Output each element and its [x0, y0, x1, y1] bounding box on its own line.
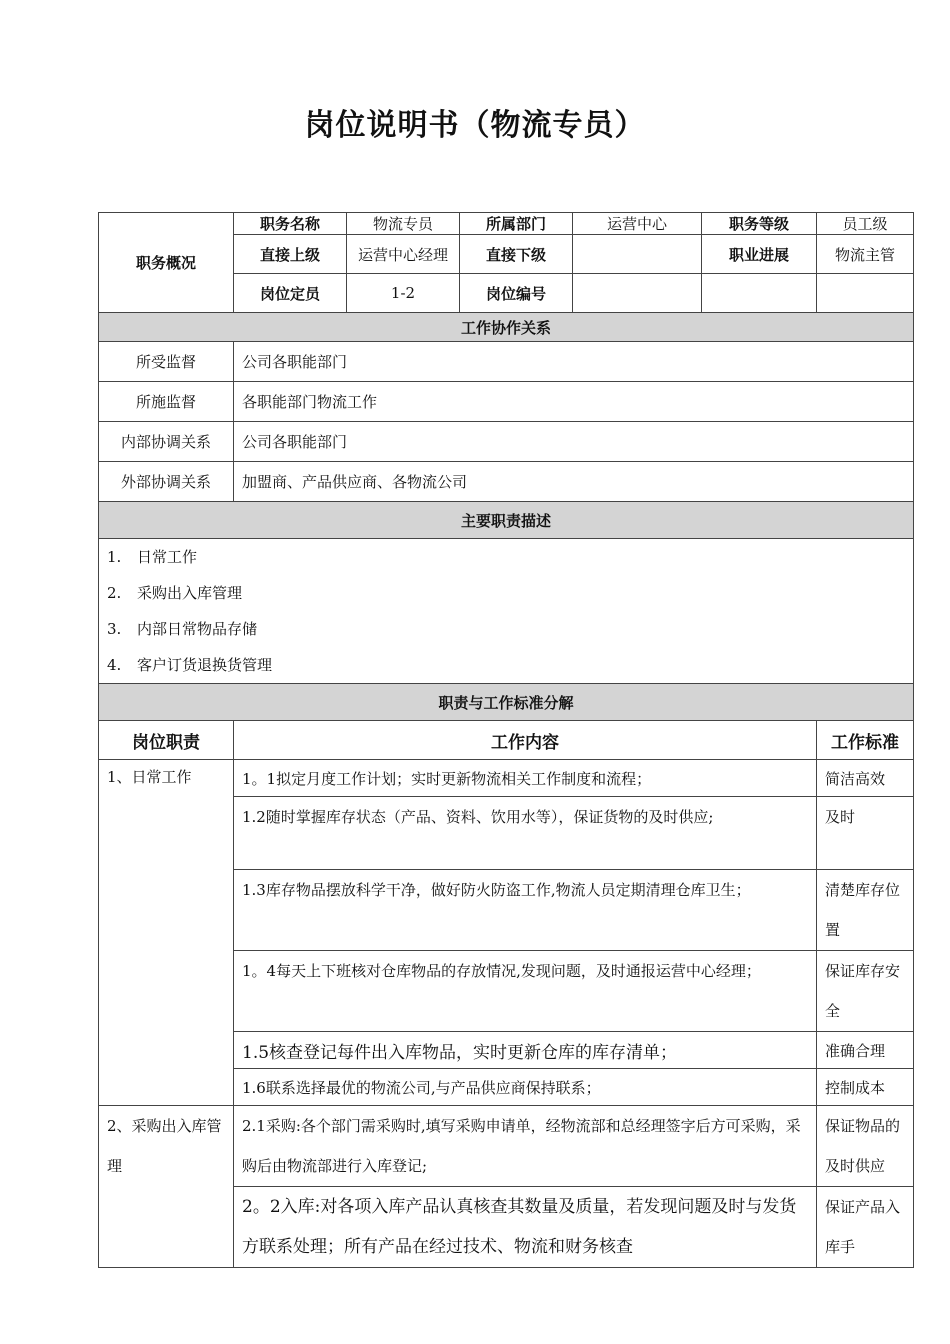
main-duties-list	[99, 539, 914, 684]
column-header-content: 工作内容	[234, 721, 817, 760]
standard-cell: 清楚库存位置	[817, 870, 914, 951]
content-cell: 1.3库存物品摆放科学干净，做好防火防盗工作,物流人员定期清理仓库卫生；	[234, 870, 817, 951]
standard-cell: 保证产品入库手	[817, 1187, 914, 1268]
field-label: 职业进展	[702, 235, 817, 274]
column-header-duty: 岗位职责	[99, 721, 234, 760]
standard-cell: 及时	[817, 797, 914, 870]
duty-cell: 2、采购出入库管理	[99, 1106, 234, 1268]
column-header-standard: 工作标准	[817, 721, 914, 760]
main-duties-header-row	[99, 502, 914, 539]
breakdown-header-row	[99, 684, 914, 721]
list-item: 1. 日常工作	[107, 548, 198, 566]
content-cell: 1.5核查登记每件出入库物品，实时更新仓库的库存清单；	[234, 1032, 817, 1069]
relation-value: 公司各职能部门	[234, 422, 914, 462]
field-label: 直接下级	[460, 235, 573, 274]
relation-label: 所受监督	[99, 342, 234, 382]
job-description-table	[98, 212, 914, 1268]
relation-label: 所施监督	[99, 382, 234, 422]
field-label: 所属部门	[460, 213, 573, 235]
cooperation-row	[99, 342, 914, 382]
page-title: 岗位说明书（物流专员）	[304, 108, 646, 143]
field-label	[702, 274, 817, 313]
field-label: 岗位编号	[460, 274, 573, 313]
field-label: 职务名称	[234, 213, 347, 235]
relation-label: 内部协调关系	[99, 422, 234, 462]
field-value: 运营中心经理	[347, 235, 460, 274]
field-value: 员工级	[817, 213, 914, 235]
list-item: 4. 客户订货退换货管理	[107, 656, 273, 674]
list-item: 2. 采购出入库管理	[107, 584, 243, 602]
cooperation-header-row	[99, 313, 914, 342]
content-cell: 2。2入库:对各项入库产品认真核查其数量及质量，若发现问题及时与发货方联系处理；所有产品在经过技术、物流和财务核查	[234, 1187, 817, 1268]
cooperation-row	[99, 422, 914, 462]
section-header: 职责与工作标准分解	[99, 684, 914, 721]
relation-value: 公司各职能部门	[234, 342, 914, 382]
content-cell: 1。4每天上下班核对仓库物品的存放情况,发现问题，及时通报运营中心经理；	[234, 951, 817, 1032]
content-cell: 1.6联系选择最优的物流公司,与产品供应商保持联系；	[234, 1069, 817, 1106]
standard-cell: 控制成本	[817, 1069, 914, 1106]
overview-section-label: 职务概况	[99, 213, 234, 313]
field-value	[817, 274, 914, 313]
standard-cell: 保证库存安全	[817, 951, 914, 1032]
standard-cell: 保证物品的及时供应	[817, 1106, 914, 1187]
overview-row-1	[99, 213, 914, 235]
content-cell: 1。1拟定月度工作计划；实时更新物流相关工作制度和流程；	[234, 760, 817, 797]
field-label: 直接上级	[234, 235, 347, 274]
breakdown-column-headers	[99, 721, 914, 760]
field-label: 职务等级	[702, 213, 817, 235]
field-value	[573, 235, 702, 274]
standard-cell: 简洁高效	[817, 760, 914, 797]
content-cell: 1.2随时掌握库存状态（产品、资料、饮用水等），保证货物的及时供应;	[234, 797, 817, 870]
list-item: 3. 内部日常物品存储	[107, 620, 258, 638]
cooperation-row	[99, 382, 914, 422]
field-value: 运营中心	[573, 213, 702, 235]
field-label: 岗位定员	[234, 274, 347, 313]
relation-label: 外部协调关系	[99, 462, 234, 502]
relation-value: 各职能部门物流工作	[234, 382, 914, 422]
main-duties-list-row	[99, 539, 914, 684]
content-cell: 2.1采购:各个部门需采购时,填写采购申请单，经物流部和总经理签字后方可采购，采购后由物流部进行入库登记;	[234, 1106, 817, 1187]
field-value: 物流主管	[817, 235, 914, 274]
table-row	[99, 1106, 914, 1187]
duty-cell: 1、日常工作	[99, 760, 234, 1106]
field-value	[573, 274, 702, 313]
field-value: 物流专员	[347, 213, 460, 235]
field-value: 1-2	[347, 274, 460, 313]
table-row	[99, 760, 914, 797]
section-header: 主要职责描述	[99, 502, 914, 539]
section-header: 工作协作关系	[99, 313, 914, 342]
standard-cell: 准确合理	[817, 1032, 914, 1069]
cooperation-row	[99, 462, 914, 502]
relation-value: 加盟商、产品供应商、各物流公司	[234, 462, 914, 502]
